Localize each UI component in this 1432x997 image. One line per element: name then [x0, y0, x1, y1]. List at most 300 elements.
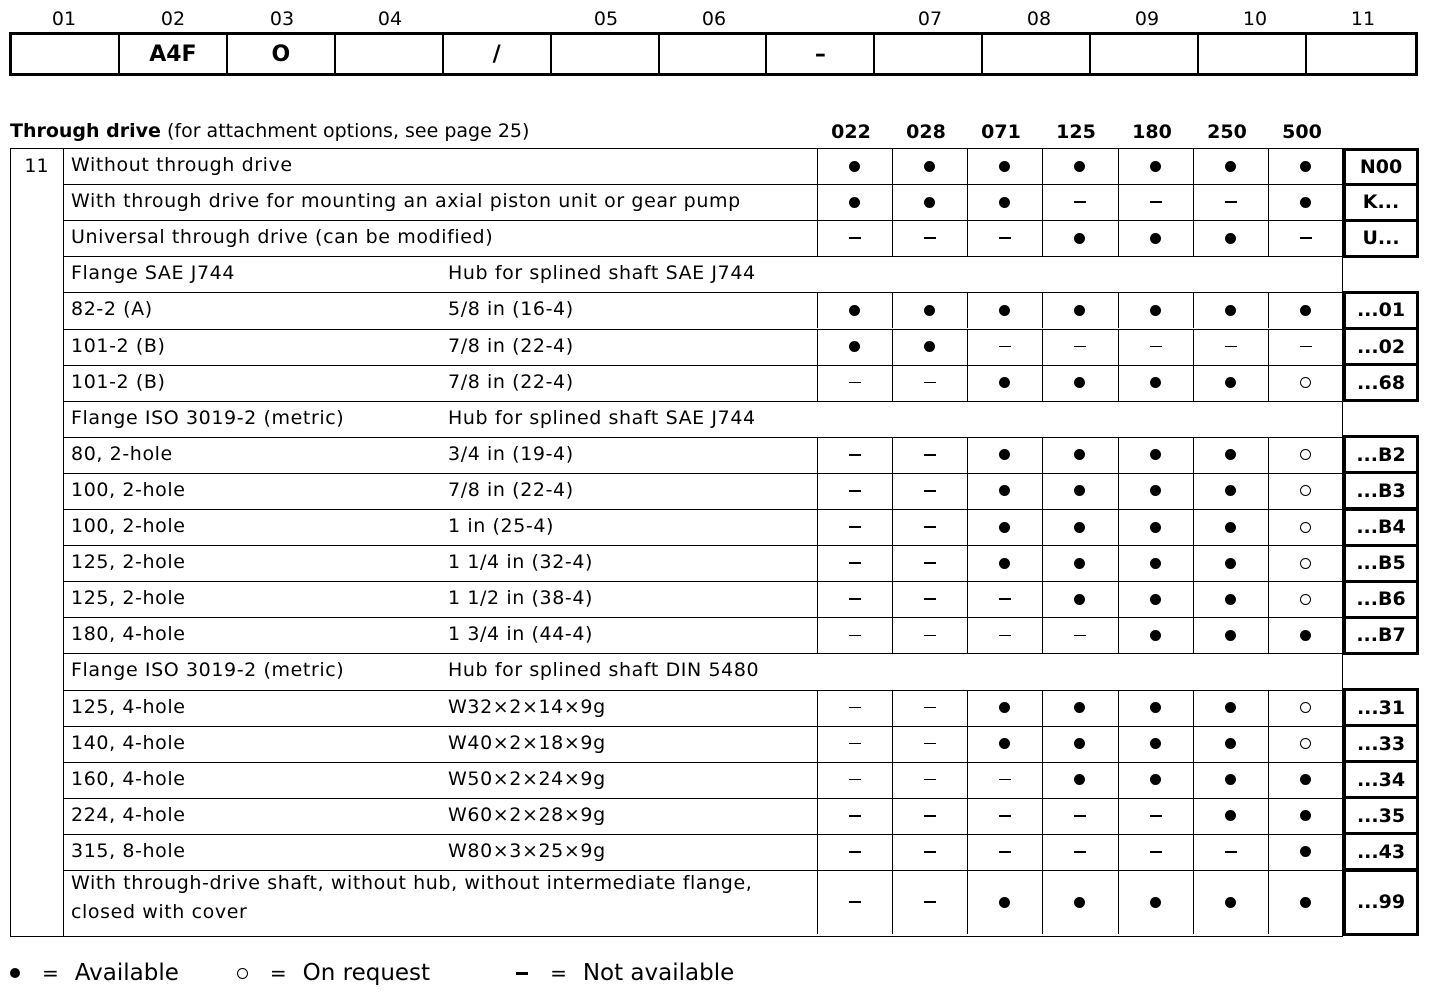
dot-icon: [1150, 558, 1161, 569]
availability-mark: [817, 545, 892, 581]
availability-mark: [1193, 148, 1268, 184]
hub-label: W50×2×24×9g: [448, 767, 606, 790]
availability-mark: [1193, 220, 1268, 256]
position-number: 05: [593, 8, 619, 30]
option-label: Without through drive: [71, 154, 293, 176]
availability-mark: [817, 762, 892, 798]
availability-mark: [1193, 509, 1268, 545]
dash-icon: [1225, 346, 1237, 348]
hub-label: 7/8 in (22-4): [448, 478, 574, 501]
position-number: 04: [377, 8, 403, 30]
code-cell: [660, 35, 768, 73]
availability-mark: [817, 329, 892, 365]
legend-available: [10, 960, 179, 986]
dot-icon: [1225, 558, 1236, 569]
availability-mark: [1118, 798, 1193, 834]
availability-mark: [817, 509, 892, 545]
flange-label: 224, 4-hole: [71, 803, 186, 826]
dash-icon: [924, 526, 936, 528]
dot-icon: [1074, 738, 1085, 749]
availability-mark: [1268, 798, 1343, 834]
hub-label: W80×3×25×9g: [448, 839, 606, 862]
availability-mark: [817, 798, 892, 834]
availability-mark: [817, 617, 892, 653]
availability-mark: [1042, 148, 1117, 184]
availability-mark: [1193, 870, 1268, 934]
dash-icon: [1074, 201, 1086, 203]
dot-icon: [1150, 161, 1161, 172]
option-label: With through-drive shaft, without hub, without intermediate flange,: [71, 872, 753, 894]
availability-mark: [967, 690, 1042, 726]
availability-mark: [817, 365, 892, 401]
code-cell: O: [228, 35, 336, 73]
position-number: 10: [1242, 8, 1268, 30]
dash-icon: [924, 851, 936, 853]
availability-mark: [967, 509, 1042, 545]
availability-mark: [1118, 329, 1193, 365]
dot-icon: [999, 522, 1010, 533]
row-divider: [63, 256, 1343, 257]
dash-icon: [849, 382, 861, 384]
availability-mark: [1268, 581, 1343, 617]
availability-mark: [1042, 220, 1117, 256]
order-code: ...B4: [1343, 508, 1419, 547]
flange-label: 140, 4-hole: [71, 731, 186, 754]
dash-icon: [1225, 201, 1237, 203]
dot-icon: [1300, 810, 1311, 821]
dot-icon: [1300, 197, 1311, 208]
flange-label: 80, 2-hole: [71, 442, 173, 465]
dash-icon: [1150, 851, 1162, 853]
dash-icon: [849, 851, 861, 853]
availability-mark: [892, 292, 967, 328]
dot-icon: [924, 197, 935, 208]
dash-icon: [999, 598, 1011, 600]
availability-mark: [967, 545, 1042, 581]
options-table: [10, 148, 1419, 937]
dash-icon: [1300, 346, 1312, 348]
availability-mark: [817, 581, 892, 617]
dot-icon: [1225, 449, 1236, 460]
code-cell: [875, 35, 983, 73]
availability-mark: [1268, 726, 1343, 762]
availability-mark: [1118, 148, 1193, 184]
availability-mark: [1118, 184, 1193, 220]
availability-mark: [1268, 509, 1343, 545]
dash-icon: [924, 815, 936, 817]
ring-icon: [1300, 485, 1311, 496]
dot-icon: [999, 738, 1010, 749]
availability-mark: [1042, 834, 1117, 870]
hub-label: 1 1/4 in (32-4): [448, 551, 594, 574]
availability-mark: [892, 581, 967, 617]
availability-mark: [817, 184, 892, 220]
availability-mark: [1118, 509, 1193, 545]
position-number: 09: [1134, 8, 1160, 30]
availability-mark: [817, 220, 892, 256]
availability-mark: [817, 690, 892, 726]
availability-mark: [1042, 292, 1117, 328]
availability-mark: [1268, 148, 1343, 184]
availability-mark: [1268, 473, 1343, 509]
dot-icon: [924, 341, 935, 352]
availability-mark: [967, 473, 1042, 509]
availability-mark: [892, 365, 967, 401]
dot-icon: [924, 305, 935, 316]
availability-mark: [967, 762, 1042, 798]
code-cell: [552, 35, 660, 73]
hub-label: 1 3/4 in (44-4): [448, 623, 594, 646]
dot-icon: [999, 197, 1010, 208]
availability-mark: [892, 726, 967, 762]
dot-icon: [1150, 522, 1161, 533]
code-cell: [1307, 35, 1415, 73]
availability-mark: [1193, 473, 1268, 509]
subheading-hub: Hub for splined shaft SAE J744: [448, 406, 756, 429]
size-header: 250: [1207, 121, 1247, 143]
legend-available-label: Available: [74, 960, 179, 986]
dash-icon: [924, 743, 936, 745]
availability-mark: [1268, 690, 1343, 726]
size-header: 180: [1132, 121, 1172, 143]
availability-mark: [892, 798, 967, 834]
dot-icon: [1225, 161, 1236, 172]
availability-mark: [1268, 329, 1343, 365]
position-number: 07: [917, 8, 943, 30]
availability-mark: [817, 437, 892, 473]
availability-mark: [1042, 762, 1117, 798]
position-number: 06: [701, 8, 727, 30]
availability-mark: [1193, 798, 1268, 834]
legend-not-available-label: Not available: [582, 960, 735, 986]
dash-icon: [924, 779, 936, 781]
availability-mark: [967, 148, 1042, 184]
dash-icon: [849, 707, 861, 709]
order-code: ...01: [1343, 291, 1419, 330]
dot-icon: [999, 897, 1010, 908]
option-label: With through drive for mounting an axial piston unit or gear pump: [71, 190, 741, 213]
position-number: 03: [269, 8, 295, 30]
availability-mark: [817, 148, 892, 184]
dot-icon: [1150, 305, 1161, 316]
dash-icon: [999, 635, 1011, 637]
dash-icon: [999, 815, 1011, 817]
availability-mark: [892, 184, 967, 220]
position-number: 08: [1026, 8, 1052, 30]
dot-icon: [1074, 774, 1085, 785]
flange-label: 125, 2-hole: [71, 587, 186, 610]
legend-eq: =: [269, 961, 287, 985]
subheading-hub: Hub for splined shaft DIN 5480: [448, 659, 760, 682]
dot-icon: [1225, 522, 1236, 533]
dot-icon: [1300, 630, 1311, 641]
availability-mark: [1118, 545, 1193, 581]
availability-mark: [817, 473, 892, 509]
dot-icon: [1225, 630, 1236, 641]
dash-icon: [999, 346, 1011, 348]
dash-icon: [849, 237, 861, 239]
availability-mark: [967, 292, 1042, 328]
dash-icon: [924, 382, 936, 384]
availability-mark: [1193, 617, 1268, 653]
dash-icon: [924, 454, 936, 456]
hub-label: W40×2×18×9g: [448, 731, 606, 754]
availability-mark: [1268, 617, 1343, 653]
availability-mark: [817, 726, 892, 762]
dash-icon: [516, 972, 528, 975]
subheading-flange: Flange ISO 3019-2 (metric): [71, 406, 345, 429]
availability-mark: [892, 870, 967, 934]
dot-icon: [1150, 449, 1161, 460]
code-cell: A4F: [120, 35, 228, 73]
order-code: ...B3: [1343, 471, 1419, 510]
availability-mark: [1193, 365, 1268, 401]
dot-icon: [849, 305, 860, 316]
dot-icon: [1225, 233, 1236, 244]
availability-mark: [1042, 365, 1117, 401]
availability-mark: [1042, 690, 1117, 726]
dot-icon: [1300, 897, 1311, 908]
availability-mark: [967, 184, 1042, 220]
hub-label: 7/8 in (22-4): [448, 334, 574, 357]
availability-mark: [892, 834, 967, 870]
dot-icon: [1074, 594, 1085, 605]
availability-mark: [1042, 726, 1117, 762]
availability-mark: [1193, 581, 1268, 617]
dot-icon: [1074, 485, 1085, 496]
size-header: 500: [1282, 121, 1322, 143]
code-cell: [983, 35, 1091, 73]
divider: [63, 148, 64, 937]
ring-icon: [1300, 594, 1311, 605]
availability-mark: [1193, 726, 1268, 762]
availability-mark: [1268, 220, 1343, 256]
availability-mark: [967, 798, 1042, 834]
availability-mark: [1042, 798, 1117, 834]
availability-mark: [1042, 870, 1117, 934]
dot-icon: [10, 968, 20, 978]
availability-mark: [1193, 690, 1268, 726]
order-code: ...33: [1343, 724, 1419, 763]
availability-mark: [967, 329, 1042, 365]
dot-icon: [999, 377, 1010, 388]
availability-mark: [967, 870, 1042, 934]
order-code: ...34: [1343, 760, 1419, 799]
dot-icon: [1150, 233, 1161, 244]
dot-icon: [1225, 774, 1236, 785]
order-code: ...99: [1343, 869, 1419, 936]
dash-icon: [1150, 201, 1162, 203]
dot-icon: [1074, 702, 1085, 713]
availability-mark: [1042, 617, 1117, 653]
availability-mark: [1118, 581, 1193, 617]
dot-icon: [1225, 594, 1236, 605]
dot-icon: [1225, 702, 1236, 713]
dot-icon: [1150, 738, 1161, 749]
section-title-note: (for attachment options, see page 25): [166, 120, 530, 142]
dash-icon: [849, 490, 861, 492]
code-cell: [1091, 35, 1199, 73]
legend-eq: =: [42, 961, 59, 985]
availability-mark: [892, 762, 967, 798]
section-title-bold: Through drive: [10, 120, 161, 142]
item-number: 11: [24, 155, 49, 177]
hub-label: 5/8 in (16-4): [448, 298, 574, 321]
order-code: U...: [1343, 219, 1419, 258]
availability-mark: [1268, 184, 1343, 220]
dot-icon: [1300, 846, 1311, 857]
availability-mark: [1118, 617, 1193, 653]
subheading-flange: Flange SAE J744: [71, 262, 236, 285]
availability-mark: [892, 617, 967, 653]
hub-label: 1 1/2 in (38-4): [448, 587, 594, 610]
subheading-flange: Flange ISO 3019-2 (metric): [71, 659, 345, 682]
code-cell: [1199, 35, 1307, 73]
ring-icon: [1300, 449, 1311, 460]
dash-icon: [924, 901, 936, 903]
code-cell: [336, 35, 444, 73]
availability-mark: [892, 473, 967, 509]
order-code: ...B2: [1343, 435, 1419, 474]
flange-label: 125, 4-hole: [71, 695, 186, 718]
availability-mark: [1042, 437, 1117, 473]
availability-mark: [1268, 292, 1343, 328]
flange-label: 101-2 (B): [71, 370, 166, 393]
dot-icon: [999, 161, 1010, 172]
dot-icon: [1300, 161, 1311, 172]
dash-icon: [849, 598, 861, 600]
flange-label: 180, 4-hole: [71, 623, 186, 646]
availability-mark: [967, 581, 1042, 617]
availability-mark: [1042, 329, 1117, 365]
availability-mark: [1268, 834, 1343, 870]
dash-icon: [849, 743, 861, 745]
availability-mark: [1042, 545, 1117, 581]
order-code: K...: [1343, 183, 1419, 222]
availability-mark: [1193, 184, 1268, 220]
dot-icon: [1150, 702, 1161, 713]
row-divider: [63, 401, 1343, 402]
dash-icon: [849, 779, 861, 781]
dash-icon: [1074, 346, 1086, 348]
ring-icon: [1300, 522, 1311, 533]
dot-icon: [1300, 774, 1311, 785]
dash-icon: [1074, 815, 1086, 817]
availability-mark: [892, 220, 967, 256]
availability-mark: [817, 292, 892, 328]
availability-mark: [1118, 690, 1193, 726]
dash-icon: [1150, 815, 1162, 817]
availability-mark: [817, 870, 892, 934]
dash-icon: [924, 490, 936, 492]
dash-icon: [924, 562, 936, 564]
availability-mark: [1118, 870, 1193, 934]
dot-icon: [1074, 161, 1085, 172]
dot-icon: [1150, 630, 1161, 641]
size-header: 071: [981, 121, 1021, 143]
availability-mark: [892, 545, 967, 581]
order-code: ...02: [1343, 327, 1419, 366]
dot-icon: [849, 197, 860, 208]
dot-icon: [999, 449, 1010, 460]
availability-mark: [1268, 545, 1343, 581]
dot-icon: [1074, 305, 1085, 316]
flange-label: 315, 8-hole: [71, 839, 186, 862]
availability-mark: [1118, 834, 1193, 870]
code-cell: –: [767, 35, 875, 73]
dot-icon: [1300, 305, 1311, 316]
size-header: 022: [831, 121, 871, 143]
flange-label: 100, 2-hole: [71, 515, 186, 537]
dash-icon: [1074, 635, 1086, 637]
dot-icon: [1074, 522, 1085, 533]
ring-icon: [1300, 702, 1311, 713]
subheading-hub: Hub for splined shaft SAE J744: [448, 262, 756, 285]
dash-icon: [849, 562, 861, 564]
dot-icon: [1074, 449, 1085, 460]
dash-icon: [1225, 851, 1237, 853]
availability-mark: [1118, 473, 1193, 509]
order-code: ...B6: [1343, 580, 1419, 619]
type-code-box: [9, 32, 1418, 76]
availability-mark: [967, 834, 1042, 870]
availability-mark: [1118, 292, 1193, 328]
availability-mark: [967, 726, 1042, 762]
availability-mark: [1042, 473, 1117, 509]
availability-mark: [1042, 581, 1117, 617]
dot-icon: [1150, 774, 1161, 785]
size-header: 125: [1056, 121, 1096, 143]
availability-mark: [1118, 726, 1193, 762]
availability-mark: [892, 148, 967, 184]
availability-mark: [967, 365, 1042, 401]
availability-mark: [1268, 437, 1343, 473]
dot-icon: [1150, 897, 1161, 908]
dash-icon: [1074, 851, 1086, 853]
dot-icon: [1225, 897, 1236, 908]
order-code: ...31: [1343, 688, 1419, 727]
dot-icon: [1150, 377, 1161, 388]
availability-mark: [892, 690, 967, 726]
availability-mark: [817, 834, 892, 870]
availability-mark: [1193, 329, 1268, 365]
dot-icon: [999, 485, 1010, 496]
dot-icon: [1074, 233, 1085, 244]
dot-icon: [999, 305, 1010, 316]
dash-icon: [849, 815, 861, 817]
ring-icon: [1300, 558, 1311, 569]
availability-mark: [1118, 220, 1193, 256]
legend-eq: =: [550, 961, 567, 985]
dot-icon: [1225, 810, 1236, 821]
position-number: 02: [160, 8, 186, 30]
availability-mark: [1268, 365, 1343, 401]
order-code: ...B7: [1343, 616, 1419, 655]
ring-icon: [237, 968, 248, 979]
order-code: ...43: [1343, 832, 1419, 871]
dot-icon: [1074, 377, 1085, 388]
legend-on-request: [237, 960, 430, 986]
dot-icon: [1225, 305, 1236, 316]
availability-mark: [1118, 437, 1193, 473]
dash-icon: [924, 707, 936, 709]
flange-label: 160, 4-hole: [71, 767, 186, 790]
availability-mark: [1193, 834, 1268, 870]
dot-icon: [1225, 485, 1236, 496]
position-number: 01: [51, 8, 77, 30]
dot-icon: [1225, 738, 1236, 749]
availability-mark: [1193, 545, 1268, 581]
